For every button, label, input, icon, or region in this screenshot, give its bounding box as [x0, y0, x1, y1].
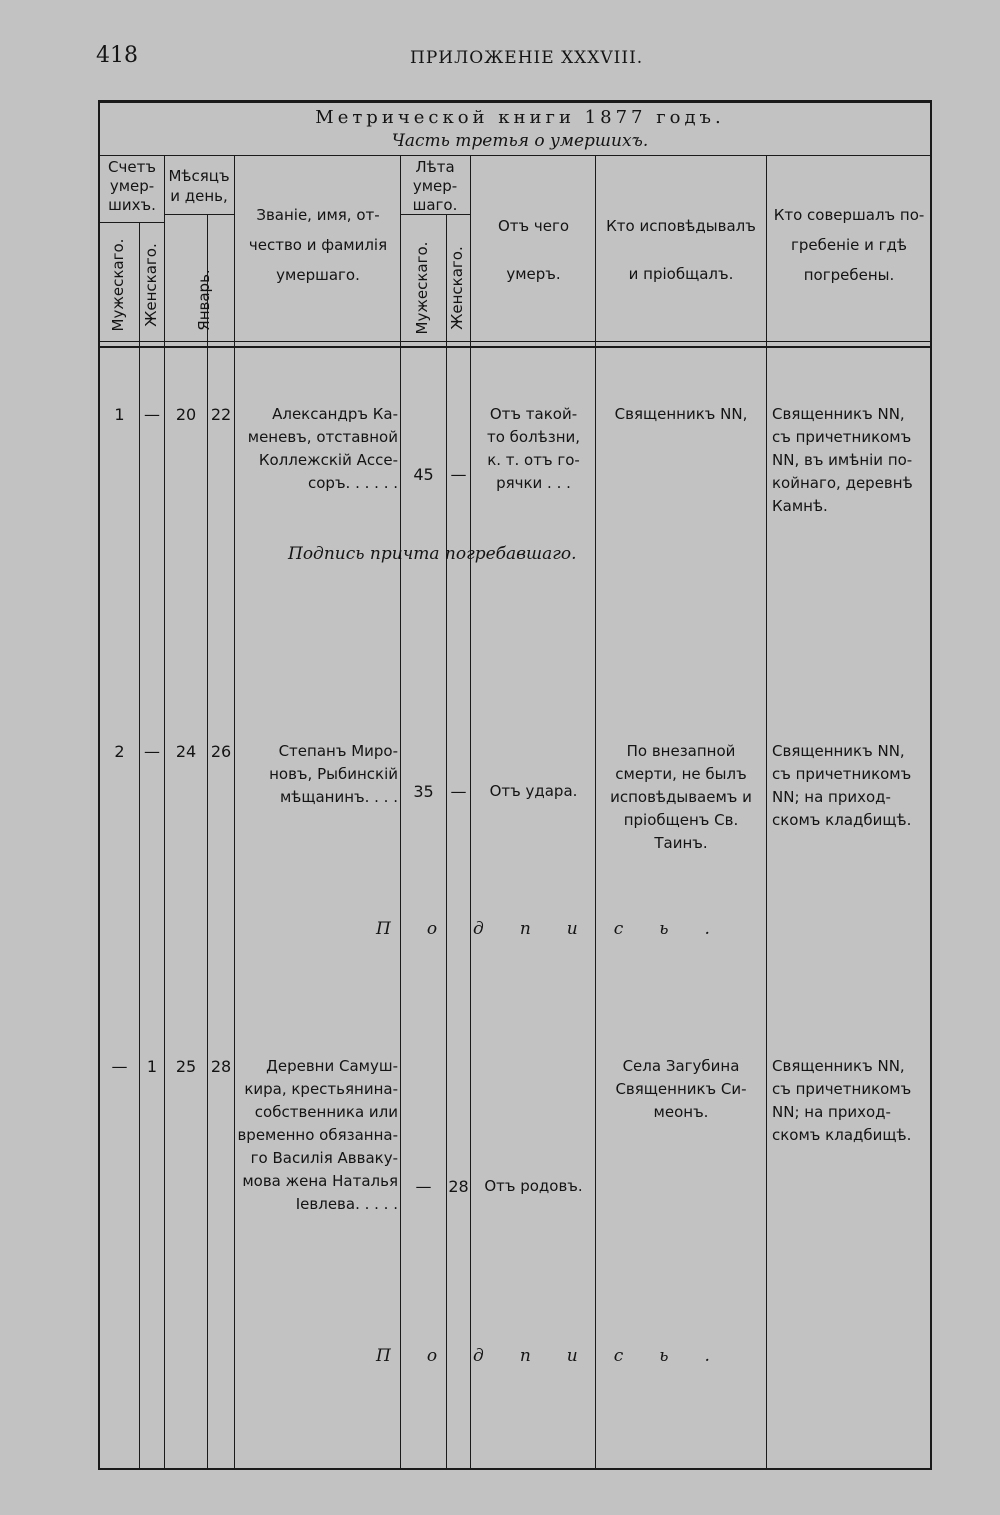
- entry-name: Деревни Самуш- кира, крестьянина- собственника или временно обязанна- го Василія Авваку- мова жена Наталья Іевлева. . . . .: [237, 1057, 398, 1213]
- entry-count-male: —: [111, 1057, 128, 1076]
- entry-count-male: 2: [114, 742, 125, 761]
- col-sep-5: [400, 156, 401, 1468]
- table-border-bottom: [98, 1468, 932, 1470]
- title-rule: [100, 155, 930, 156]
- entry-count-male: 1: [114, 405, 125, 424]
- col-sep-7: [470, 156, 471, 1468]
- entry-name: Александръ Ка- меневъ, отставной Коллежскій Ассе- соръ. . . . . .: [247, 405, 398, 492]
- table-subtitle: Часть третья о умершихъ.: [391, 131, 649, 151]
- header-month-day: Мѣсяцъ и день,: [168, 167, 230, 205]
- col-sep-4: [234, 156, 235, 1468]
- entry-signature: Подпись причта погребавшаго.: [288, 544, 577, 564]
- header-cause: Отъ чего умеръ.: [497, 217, 570, 283]
- entry-burial-day: 22: [210, 405, 232, 424]
- entry-age-female: 28: [448, 1177, 469, 1196]
- entry-age-male: 45: [413, 465, 434, 484]
- header-month-jan: Январь.: [195, 269, 213, 331]
- header-rule-1: [100, 341, 930, 342]
- header-count-male: Мужескаго.: [109, 238, 127, 332]
- entry-burial-day: 28: [210, 1057, 232, 1076]
- header-rule-2: [100, 346, 930, 348]
- header-count: Счетъ умер- шихъ.: [108, 158, 156, 214]
- table-border-right: [930, 100, 932, 1470]
- entry-cause: Отъ родовъ.: [484, 1177, 583, 1195]
- table-border-top: [98, 100, 932, 103]
- col-sep-9: [766, 156, 767, 1468]
- header-age-male: Мужескаго.: [413, 241, 431, 335]
- entry-age-male: 35: [413, 782, 434, 801]
- header-age-female: Женскаго.: [448, 246, 466, 330]
- entry-age-female: —: [450, 465, 467, 484]
- header-confessor: Кто исповѣдывалъ и пріобщалъ.: [606, 217, 756, 283]
- entry-death-day: 25: [175, 1057, 197, 1076]
- table-border-left: [98, 100, 100, 1470]
- page-number: 418: [96, 43, 138, 68]
- entry-signature: Подпись.: [376, 1346, 746, 1366]
- entry-death-day: 24: [175, 742, 197, 761]
- entry-death-day: 20: [175, 405, 197, 424]
- entry-confessor: Села Загубина Священникъ Си- меонъ.: [615, 1057, 747, 1121]
- entry-count-female: 1: [146, 1057, 158, 1076]
- entry-age-male: —: [415, 1177, 432, 1196]
- header-count-female: Женскаго.: [142, 243, 160, 327]
- table-title: Метрической книги 1877 годъ.: [315, 107, 725, 128]
- running-head: ПРИЛОЖЕНІЕ XXXVIII.: [410, 48, 644, 68]
- entry-burier: Священникъ NN, съ причетникомъ NN; на приход- скомъ кладбищѣ.: [772, 1057, 912, 1144]
- header-age: Лѣта умер- шаго.: [412, 158, 458, 214]
- month-subrule: [164, 214, 234, 215]
- entry-burial-day: 26: [210, 742, 232, 761]
- entry-age-female: —: [450, 782, 467, 801]
- entry-name: Степанъ Миро- новъ, Рыбинскій мѣщанинъ. . . .: [269, 742, 398, 806]
- entry-confessor: По внезапной смерти, не былъ исповѣдываемъ и пріобщенъ Св. Таинъ.: [610, 742, 752, 852]
- entry-burier: Священникъ NN, съ причетникомъ NN, въ имѣніи по- койнаго, деревнѣ Камнѣ.: [772, 405, 913, 515]
- entry-signature: Подпись.: [376, 919, 746, 939]
- entry-cause: Отъ такой- то болѣзни, к. т. отъ го- рячки . . .: [486, 405, 581, 492]
- header-burier: Кто совершалъ по- гребеніе и гдѣ погребены.: [773, 206, 925, 284]
- col-sep-2: [164, 156, 165, 1468]
- entry-burier: Священникъ NN, съ причетникомъ NN; на приход- скомъ кладбищѣ.: [772, 742, 912, 829]
- entry-cause: Отъ удара.: [489, 782, 578, 800]
- entry-confessor: Священникъ NN,: [614, 405, 748, 423]
- col-sep-6: [446, 214, 447, 1468]
- header-name: Званіе, имя, от- чество и фамилія умершаго.: [248, 206, 388, 284]
- entry-count-female: —: [144, 742, 160, 761]
- count-subrule: [100, 222, 164, 223]
- entry-count-female: —: [144, 405, 160, 424]
